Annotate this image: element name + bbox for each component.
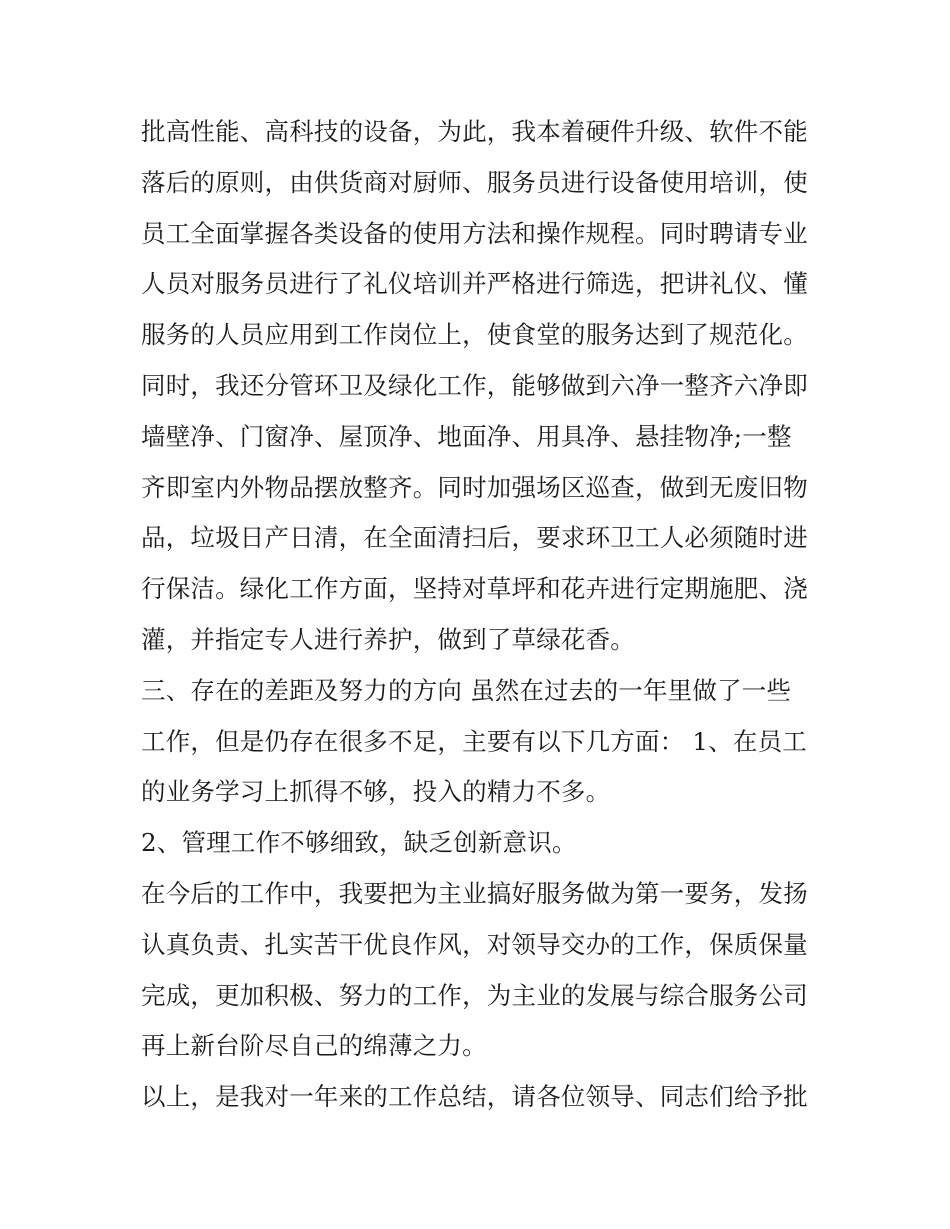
text-line: 人员对服务员进行了礼仪培训并严格进行筛选，把讲礼仪、懂 [141, 269, 808, 299]
text-line: 同时，我还分管环卫及绿化工作，能够做到六净一整齐六净即 [141, 370, 808, 400]
text-line: 工作，但是仍存在很多不足，主要有以下几方面： 1、在员工 [141, 726, 807, 756]
text-line: 的业务学习上抓得不够，投入的精力不多。 [141, 777, 611, 807]
text-line: 2、管理工作不够细致，缺乏创新意识。 [141, 828, 577, 858]
text-line: 认真负责、扎实苦干优良作风，对领导交办的工作，保质保量 [141, 929, 808, 959]
text-line: 完成，更加积极、努力的工作，为主业的发展与综合服务公司 [141, 980, 808, 1010]
text-line: 批高性能、高科技的设备，为此，我本着硬件升级、软件不能 [141, 117, 808, 146]
text-line: 墙壁净、门窗净、屋顶净、地面净、用具净、悬挂物净;一整 [141, 421, 792, 451]
text-line: 落后的原则，由供货商对厨师、服务员进行设备使用培训，使 [141, 167, 808, 197]
section-heading-line: 三、存在的差距及努力的方向 虽然在过去的一年里做了一些 [141, 675, 792, 705]
text-line: 灌，并指定专人进行养护，做到了草绿花香。 [141, 624, 635, 654]
body-text [141, 107, 821, 1123]
text-line: 齐即室内外物品摆放整齐。同时加强场区巡查，做到无废旧物 [141, 472, 808, 502]
text-line: 行保洁。绿化工作方面，坚持对草坪和花卉进行定期施肥、浇 [141, 574, 808, 604]
text-line: 再上新台阶尽自己的绵薄之力。 [141, 1031, 487, 1061]
text-line: 员工全面掌握各类设备的使用方法和操作规程。同时聘请专业 [141, 218, 808, 248]
text-line: 在今后的工作中，我要把为主业搞好服务做为第一要务，发扬 [141, 878, 808, 908]
text-line: 以上，是我对一年来的工作总结，请各位领导、同志们给予批 [141, 1082, 808, 1112]
text-line: 品，垃圾日产日清，在全面清扫后，要求环卫工人必须随时进 [141, 523, 808, 553]
text-line: 服务的人员应用到工作岗位上，使食堂的服务达到了规范化。 [141, 320, 808, 350]
